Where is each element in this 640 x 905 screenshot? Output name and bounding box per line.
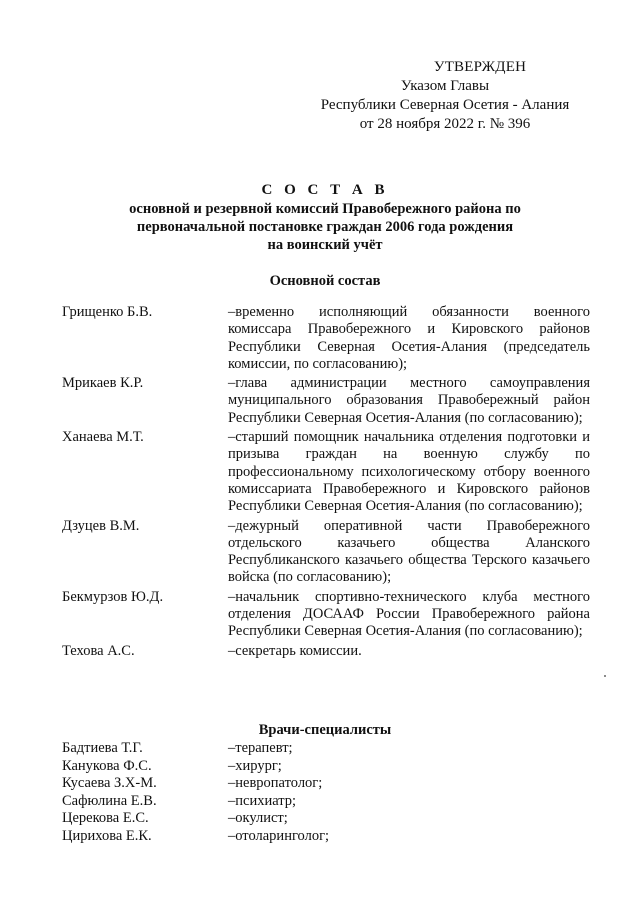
doctor-specialty: –невропатолог; (228, 775, 323, 791)
list-item (62, 304, 590, 373)
title-word: С О С Т А В (261, 182, 389, 198)
doctor-specialty: –терапевт; (228, 740, 293, 756)
doctor-name: Кусаева З.Х-М. (62, 775, 157, 791)
member-name: Мрикаев К.Р. (62, 375, 144, 392)
scan-speck (604, 675, 606, 677)
doctor-specialty: –окулист; (228, 810, 288, 826)
approval-stamp (300, 58, 590, 134)
main-members-list (62, 304, 590, 662)
list-item (62, 643, 590, 660)
member-name: Бекмурзов Ю.Д. (62, 588, 164, 605)
list-item (62, 740, 590, 758)
list-item (62, 589, 590, 641)
member-name: Техова А.С. (62, 642, 135, 659)
list-item (62, 793, 590, 811)
member-name: Дзуцев В.М. (62, 517, 140, 534)
member-name: Ханаева М.Т. (62, 429, 144, 446)
list-item (62, 828, 590, 846)
doctor-name: Сафюлина Е.В. (62, 792, 157, 809)
approval-decree: Указом Главы (400, 78, 490, 94)
document-title (60, 181, 590, 254)
member-position: –глава администрации местного самоуправления муниципального образования Правобережный район Республики Северная Осетия-Алания (по согласованию); (228, 375, 590, 426)
list-item (62, 810, 590, 828)
doctor-name: Цирихова Е.К. (62, 827, 152, 844)
approval-title: УТВЕРЖДЕН (433, 59, 527, 75)
title-line-1: основной и резервной комиссий Правобережного района по (129, 201, 521, 217)
approval-date: от 28 ноября 2022 г. № 396 (359, 116, 531, 132)
doctor-specialty: –психиатр; (228, 792, 297, 809)
member-position: –начальник спортивно-технического клуба местного отделения ДОСААФ России Правобережного района Республики Северная Осетия-Алания (по согласованию); (228, 588, 590, 640)
list-item (62, 775, 590, 793)
member-position: –временно исполняющий обязанности военного комиссара Правобережного и Кировского районов Республики Северная Осетия-Алания (председатель комиссии, по согласованию); (228, 304, 590, 372)
approval-republic: Республики Северная Осетия - Алания (320, 97, 570, 113)
doctor-name: Бадтиева Т.Г. (62, 740, 143, 756)
doctor-name: Канукова Ф.С. (62, 757, 152, 774)
list-item (62, 518, 590, 587)
member-position: –старший помощник начальника отделения подготовки и призыва граждан на военную службу по профессиональному психологическому отбору военного комиссариата Правобережного и Кировского районов Республики Северная Осетия-Алания (по согласованию); (228, 429, 590, 515)
member-position: –секретарь комиссии. (228, 642, 362, 659)
list-item (62, 429, 590, 515)
member-position: –дежурный оперативной части Правобережного отдельского казачьего общества Аланского Республиканского казачьего общества Терского казачьего войска (по согласованию); (228, 517, 590, 586)
doctors-section-heading: Врачи-специалисты (258, 722, 392, 738)
doctor-specialty: –отоларинголог; (228, 827, 330, 844)
doctors-list (62, 740, 590, 845)
title-line-2: первоначальной постановке граждан 2006 года рождения (136, 219, 514, 235)
main-section-heading: Основной состав (269, 273, 381, 289)
doctor-specialty: –хирург; (228, 757, 282, 774)
member-name: Грищенко Б.В. (62, 304, 153, 320)
doctor-name: Церекова Е.С. (62, 810, 149, 826)
list-item (62, 375, 590, 427)
list-item (62, 758, 590, 776)
title-line-3: на воинский учёт (267, 237, 383, 253)
